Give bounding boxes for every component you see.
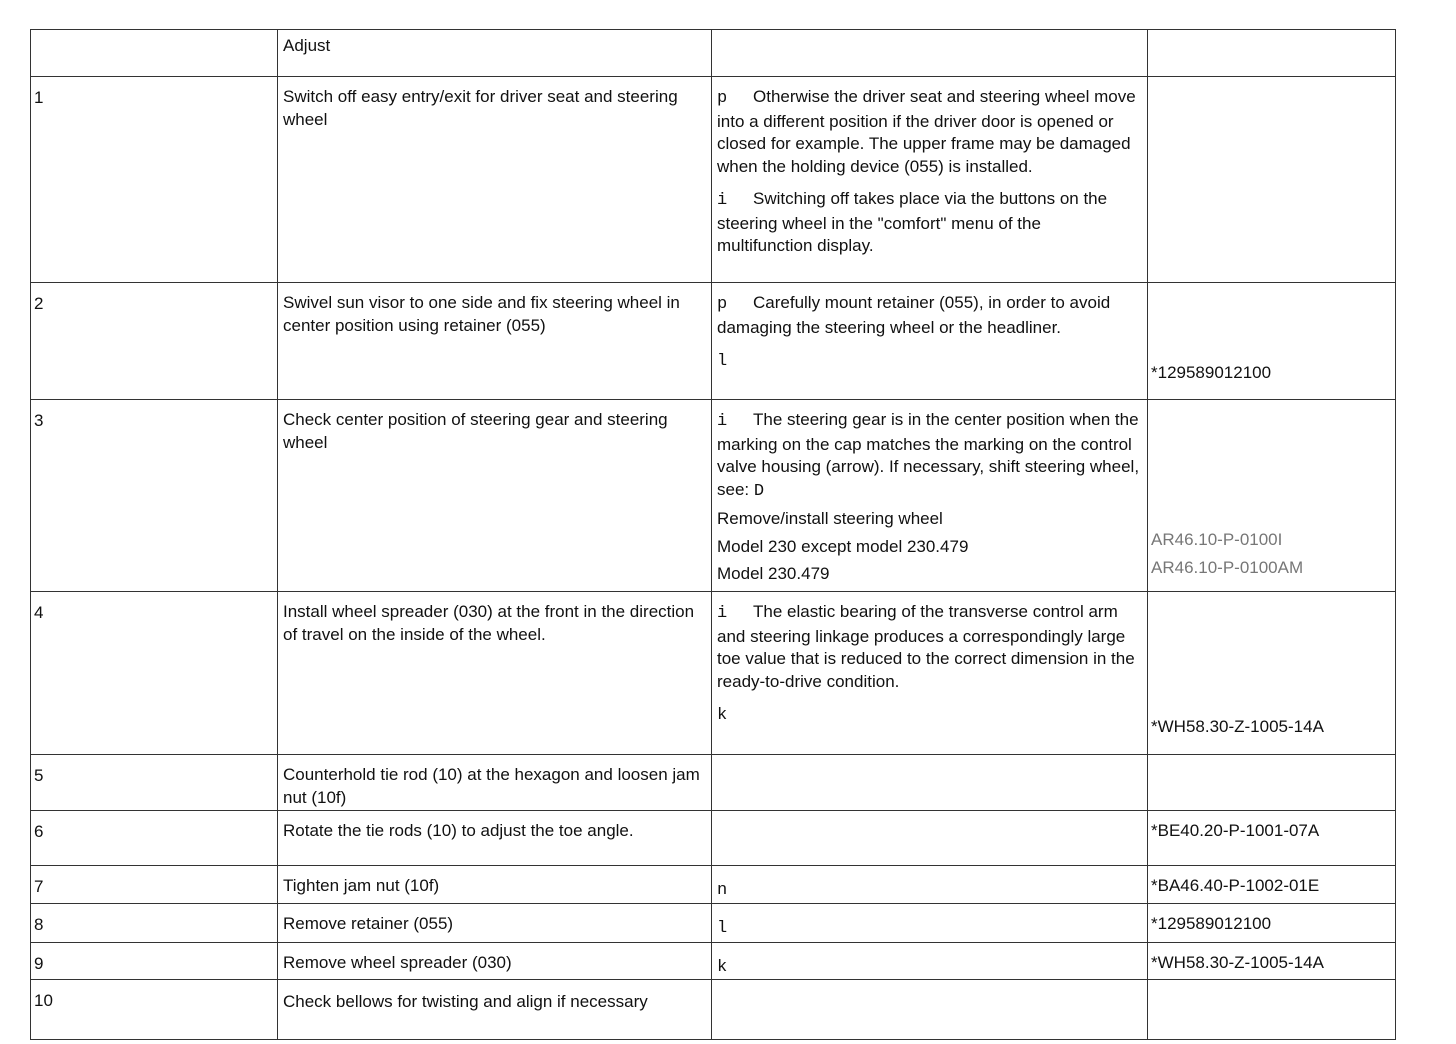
info-symbol-icon: i bbox=[717, 412, 728, 431]
note-paragraph bbox=[717, 86, 1141, 178]
reference-cell bbox=[1148, 77, 1396, 283]
note-line: Model 230 except model 230.479 bbox=[717, 536, 969, 556]
table-row bbox=[31, 755, 1396, 811]
step-text: Switch off easy entry/exit for driver seat and steering wheel bbox=[278, 77, 712, 283]
note-text: The steering gear is in the center position when the marking on the cap matches the marking on the control valve housing (arrow). If necessary, shift steering wheel, see: bbox=[717, 410, 1140, 499]
table-row bbox=[31, 77, 1396, 283]
torque-reference-link[interactable]: *BA46.40-P-1002-01E bbox=[1151, 876, 1320, 895]
caution-symbol-icon: p bbox=[717, 89, 728, 108]
step-text: Check bellows for twisting and align if necessary bbox=[278, 980, 712, 1040]
table-row bbox=[31, 866, 1396, 904]
step-number: 6 bbox=[31, 811, 278, 866]
document-link-icon[interactable]: D bbox=[753, 481, 765, 501]
note-paragraph bbox=[717, 703, 1141, 728]
note-text: The elastic bearing of the transverse control arm and steering linkage produces a correspondingly large toe value that is reduced to the correct dimension in the ready-to-drive condition. bbox=[717, 602, 1135, 691]
reference-cell bbox=[1148, 903, 1396, 942]
table-row bbox=[31, 592, 1396, 755]
torque-symbol-icon: n bbox=[717, 881, 728, 900]
step-number: 2 bbox=[31, 283, 278, 400]
step-number: 5 bbox=[31, 755, 278, 811]
step-number: 9 bbox=[31, 942, 278, 980]
step-notes bbox=[712, 866, 1148, 904]
reference-cell bbox=[1148, 755, 1396, 811]
reference-cell bbox=[1148, 592, 1396, 755]
header-col-3 bbox=[712, 30, 1148, 77]
table-row bbox=[31, 400, 1396, 592]
note-paragraph bbox=[717, 292, 1141, 339]
step-notes bbox=[712, 980, 1148, 1040]
note-paragraph bbox=[717, 349, 1141, 374]
note-text: Carefully mount retainer (055), in order to avoid damaging the steering wheel or the headliner. bbox=[717, 293, 1111, 337]
step-text: Remove wheel spreader (030) bbox=[278, 942, 712, 980]
tool-symbol-icon: l bbox=[717, 352, 728, 371]
info-symbol-icon: i bbox=[717, 191, 728, 210]
tool-reference-link[interactable]: *129589012100 bbox=[1151, 913, 1272, 933]
header-col-4 bbox=[1148, 30, 1396, 77]
reference-cell bbox=[1148, 283, 1396, 400]
note-paragraph bbox=[717, 188, 1141, 258]
step-notes bbox=[712, 283, 1148, 400]
step-text: Check center position of steering gear and steering wheel bbox=[278, 400, 712, 592]
table-row bbox=[31, 811, 1396, 866]
step-number: 3 bbox=[31, 400, 278, 592]
tool-reference-link[interactable]: *WH58.30-Z-1005-14A bbox=[1151, 717, 1324, 736]
document-reference-link[interactable]: AR46.10-P-0100I bbox=[1151, 530, 1283, 549]
header-title: Adjust bbox=[278, 30, 712, 77]
note-line: Remove/install steering wheel bbox=[717, 509, 943, 528]
step-number: 1 bbox=[31, 77, 278, 283]
note-text: Switching off takes place via the buttons on the steering wheel in the "comfort" menu of the multifunction display. bbox=[717, 189, 1108, 255]
document-reference-link[interactable]: AR46.10-P-0100AM bbox=[1151, 557, 1304, 577]
reference-cell bbox=[1148, 942, 1396, 980]
step-notes bbox=[712, 903, 1148, 942]
step-notes bbox=[712, 592, 1148, 755]
tool-symbol-icon: k bbox=[717, 957, 728, 977]
step-text: Swivel sun visor to one side and fix steering wheel in center position using retainer (055) bbox=[278, 283, 712, 400]
step-text: Tighten jam nut (10f) bbox=[278, 866, 712, 904]
document-reference-link[interactable]: *BE40.20-P-1001-07A bbox=[1151, 821, 1320, 840]
note-paragraph bbox=[717, 409, 1141, 503]
step-notes bbox=[712, 811, 1148, 866]
reference-cell bbox=[1148, 400, 1396, 592]
step-notes bbox=[712, 77, 1148, 283]
reference-cell bbox=[1148, 980, 1396, 1040]
caution-symbol-icon: p bbox=[717, 295, 728, 314]
tool-reference-link[interactable]: *WH58.30-Z-1005-14A bbox=[1151, 952, 1324, 972]
table-row bbox=[31, 980, 1396, 1040]
reference-cell bbox=[1148, 811, 1396, 866]
step-number: 10 bbox=[31, 980, 278, 1040]
step-number: 8 bbox=[31, 903, 278, 942]
header-col-1 bbox=[31, 30, 278, 77]
tool-symbol-icon: k bbox=[717, 706, 728, 725]
table-header-row bbox=[31, 30, 1396, 77]
step-number: 4 bbox=[31, 592, 278, 755]
note-line: Model 230.479 bbox=[717, 564, 830, 583]
step-notes bbox=[712, 942, 1148, 980]
tool-reference-link[interactable]: *129589012100 bbox=[1151, 363, 1272, 382]
step-text: Install wheel spreader (030) at the front in the direction of travel on the inside of the wheel. bbox=[278, 592, 712, 755]
step-notes bbox=[712, 400, 1148, 592]
info-symbol-icon: i bbox=[717, 604, 728, 623]
step-notes bbox=[712, 755, 1148, 811]
procedure-table bbox=[30, 29, 1396, 1040]
table-row bbox=[31, 903, 1396, 942]
step-text: Rotate the tie rods (10) to adjust the toe angle. bbox=[278, 811, 712, 866]
procedure-table-page bbox=[30, 29, 1395, 1040]
reference-cell bbox=[1148, 866, 1396, 904]
table-row bbox=[31, 942, 1396, 980]
tool-symbol-icon: l bbox=[717, 918, 728, 938]
note-paragraph bbox=[717, 601, 1141, 693]
step-text: Remove retainer (055) bbox=[278, 903, 712, 942]
table-row bbox=[31, 283, 1396, 400]
step-number: 7 bbox=[31, 866, 278, 904]
step-text: Counterhold tie rod (10) at the hexagon and loosen jam nut (10f) bbox=[278, 755, 712, 811]
note-text: Otherwise the driver seat and steering wheel move into a different position if the driver door is opened or closed for example. The upper frame may be damaged when the holding device (055) is installed. bbox=[717, 87, 1136, 176]
